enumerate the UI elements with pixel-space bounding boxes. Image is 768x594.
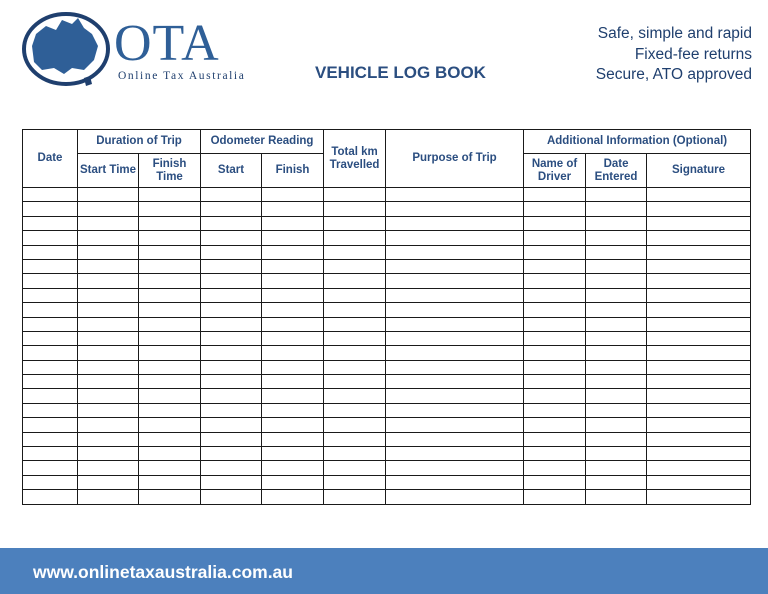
- log-cell[interactable]: [524, 432, 586, 446]
- log-cell[interactable]: [586, 317, 647, 331]
- log-cell[interactable]: [647, 245, 751, 259]
- page-title: VEHICLE LOG BOOK: [315, 63, 486, 82]
- log-cell[interactable]: [262, 188, 324, 202]
- log-cell[interactable]: [23, 317, 78, 331]
- log-cell[interactable]: [647, 418, 751, 432]
- log-cell[interactable]: [647, 274, 751, 288]
- table-row: [23, 418, 751, 432]
- header-date-entered: Date Entered: [586, 154, 647, 188]
- log-cell[interactable]: [78, 375, 139, 389]
- log-cell[interactable]: [647, 288, 751, 302]
- log-cell[interactable]: [201, 317, 262, 331]
- log-cell[interactable]: [386, 202, 524, 216]
- log-cell[interactable]: [78, 317, 139, 331]
- log-cell[interactable]: [23, 432, 78, 446]
- log-cell[interactable]: [78, 389, 139, 403]
- log-cell[interactable]: [23, 216, 78, 230]
- log-cell[interactable]: [647, 216, 751, 230]
- log-cell[interactable]: [586, 202, 647, 216]
- log-cell[interactable]: [647, 490, 751, 504]
- log-cell[interactable]: [324, 274, 386, 288]
- log-cell[interactable]: [262, 259, 324, 273]
- log-cell[interactable]: [139, 303, 201, 317]
- log-cell[interactable]: [386, 231, 524, 245]
- log-cell[interactable]: [324, 461, 386, 475]
- log-cell[interactable]: [262, 490, 324, 504]
- log-cell[interactable]: [139, 490, 201, 504]
- log-cell[interactable]: [201, 418, 262, 432]
- log-cell[interactable]: [23, 475, 78, 489]
- log-cell[interactable]: [524, 375, 586, 389]
- log-cell[interactable]: [386, 346, 524, 360]
- log-cell[interactable]: [586, 303, 647, 317]
- log-cell[interactable]: [139, 346, 201, 360]
- log-cell[interactable]: [201, 288, 262, 302]
- log-cell[interactable]: [139, 389, 201, 403]
- log-cell[interactable]: [586, 461, 647, 475]
- log-cell[interactable]: [201, 490, 262, 504]
- table-row: [23, 432, 751, 446]
- log-cell[interactable]: [386, 403, 524, 417]
- log-cell[interactable]: [386, 447, 524, 461]
- vehicle-log-table: [22, 129, 751, 505]
- log-cell[interactable]: [324, 490, 386, 504]
- log-cell[interactable]: [386, 188, 524, 202]
- table-row: [23, 475, 751, 489]
- log-cell[interactable]: [524, 317, 586, 331]
- log-cell[interactable]: [23, 375, 78, 389]
- log-cell[interactable]: [586, 375, 647, 389]
- log-cell[interactable]: [78, 259, 139, 273]
- log-cell[interactable]: [386, 245, 524, 259]
- table-row: [23, 245, 751, 259]
- log-cell[interactable]: [647, 331, 751, 345]
- log-cell[interactable]: [78, 274, 139, 288]
- log-cell[interactable]: [78, 461, 139, 475]
- log-cell[interactable]: [23, 418, 78, 432]
- log-cell[interactable]: [386, 418, 524, 432]
- log-cell[interactable]: [201, 202, 262, 216]
- log-cell[interactable]: [386, 216, 524, 230]
- log-cell[interactable]: [78, 303, 139, 317]
- log-cell[interactable]: [647, 403, 751, 417]
- log-cell[interactable]: [647, 375, 751, 389]
- table-row: [23, 360, 751, 374]
- table-row: [23, 274, 751, 288]
- log-cell[interactable]: [201, 475, 262, 489]
- log-cell[interactable]: [524, 447, 586, 461]
- log-cell[interactable]: [139, 375, 201, 389]
- log-cell[interactable]: [586, 418, 647, 432]
- log-cell[interactable]: [647, 461, 751, 475]
- log-cell[interactable]: [386, 432, 524, 446]
- log-cell[interactable]: [324, 317, 386, 331]
- log-cell[interactable]: [324, 389, 386, 403]
- log-cell[interactable]: [324, 259, 386, 273]
- taglines: [596, 24, 752, 86]
- header-finish-time: Finish Time: [139, 154, 201, 188]
- log-cell[interactable]: [324, 375, 386, 389]
- log-cell[interactable]: [324, 432, 386, 446]
- log-cell[interactable]: [78, 490, 139, 504]
- log-cell[interactable]: [386, 360, 524, 374]
- log-cell[interactable]: [524, 389, 586, 403]
- table-row: [23, 461, 751, 475]
- log-cell[interactable]: [78, 188, 139, 202]
- log-cell[interactable]: [586, 475, 647, 489]
- log-cell[interactable]: [262, 274, 324, 288]
- log-cell[interactable]: [23, 202, 78, 216]
- log-cell[interactable]: [586, 245, 647, 259]
- log-cell[interactable]: [139, 331, 201, 345]
- log-cell[interactable]: [324, 331, 386, 345]
- log-cell[interactable]: [201, 274, 262, 288]
- log-cell[interactable]: [647, 346, 751, 360]
- log-cell[interactable]: [647, 188, 751, 202]
- log-cell[interactable]: [139, 288, 201, 302]
- log-cell[interactable]: [139, 317, 201, 331]
- log-cell[interactable]: [586, 331, 647, 345]
- log-cell[interactable]: [386, 288, 524, 302]
- log-cell[interactable]: [78, 245, 139, 259]
- table-row: [23, 331, 751, 345]
- log-cell[interactable]: [647, 389, 751, 403]
- log-cell[interactable]: [586, 288, 647, 302]
- log-cell[interactable]: [23, 360, 78, 374]
- log-cell[interactable]: [386, 475, 524, 489]
- log-cell[interactable]: [386, 317, 524, 331]
- log-cell[interactable]: [324, 288, 386, 302]
- table-row: [23, 259, 751, 273]
- log-cell[interactable]: [201, 346, 262, 360]
- log-cell[interactable]: [586, 259, 647, 273]
- header-purpose: Purpose of Trip: [386, 130, 524, 188]
- log-cell[interactable]: [78, 346, 139, 360]
- table-row: [23, 403, 751, 417]
- log-cell[interactable]: [139, 461, 201, 475]
- log-cell[interactable]: [139, 447, 201, 461]
- footer-bar: [0, 548, 768, 594]
- log-cell[interactable]: [201, 432, 262, 446]
- log-cell[interactable]: [78, 447, 139, 461]
- log-cell[interactable]: [647, 303, 751, 317]
- table-row: [23, 303, 751, 317]
- header-odometer-finish: Finish: [262, 154, 324, 188]
- log-cell[interactable]: [139, 216, 201, 230]
- log-cell[interactable]: [201, 447, 262, 461]
- australia-map-icon: [22, 12, 114, 90]
- log-cell[interactable]: [201, 259, 262, 273]
- log-cell[interactable]: [78, 418, 139, 432]
- log-cell[interactable]: [23, 259, 78, 273]
- log-cell[interactable]: [324, 346, 386, 360]
- log-cell[interactable]: [139, 188, 201, 202]
- header-odometer: Odometer Reading: [201, 130, 324, 154]
- log-cell[interactable]: [262, 245, 324, 259]
- log-cell[interactable]: [586, 231, 647, 245]
- log-cell[interactable]: [23, 231, 78, 245]
- log-cell[interactable]: [78, 403, 139, 417]
- log-cell[interactable]: [324, 447, 386, 461]
- log-cell[interactable]: [139, 274, 201, 288]
- log-cell[interactable]: [262, 389, 324, 403]
- header-duration: Duration of Trip: [78, 130, 201, 154]
- table-row: [23, 375, 751, 389]
- footer-website-link[interactable]: www.onlinetaxaustralia.com.au: [33, 562, 293, 582]
- log-cell[interactable]: [201, 403, 262, 417]
- log-cell[interactable]: [262, 331, 324, 345]
- log-cell[interactable]: [524, 461, 586, 475]
- log-entries: [23, 188, 751, 505]
- tagline-1: Safe, simple and rapid: [597, 25, 752, 42]
- log-cell[interactable]: [586, 432, 647, 446]
- log-cell[interactable]: [262, 216, 324, 230]
- log-cell[interactable]: [23, 274, 78, 288]
- log-cell[interactable]: [201, 389, 262, 403]
- log-cell[interactable]: [262, 303, 324, 317]
- log-cell[interactable]: [78, 331, 139, 345]
- log-cell[interactable]: [586, 389, 647, 403]
- log-cell[interactable]: [524, 331, 586, 345]
- log-cell[interactable]: [23, 331, 78, 345]
- log-cell[interactable]: [78, 360, 139, 374]
- log-cell[interactable]: [139, 259, 201, 273]
- log-cell[interactable]: [23, 346, 78, 360]
- log-cell[interactable]: [647, 475, 751, 489]
- table-row: [23, 317, 751, 331]
- log-cell[interactable]: [23, 389, 78, 403]
- log-cell[interactable]: [586, 403, 647, 417]
- log-cell[interactable]: [524, 245, 586, 259]
- logo-subtitle: Online Tax Australia: [118, 70, 246, 82]
- header-signature: Signature: [647, 154, 751, 188]
- ota-logo: [22, 12, 277, 90]
- log-cell[interactable]: [586, 447, 647, 461]
- log-cell[interactable]: [262, 418, 324, 432]
- log-cell[interactable]: [262, 461, 324, 475]
- log-cell[interactable]: [262, 231, 324, 245]
- log-cell[interactable]: [23, 188, 78, 202]
- table-row: [23, 202, 751, 216]
- log-cell[interactable]: [324, 475, 386, 489]
- log-cell[interactable]: [386, 259, 524, 273]
- log-cell[interactable]: [324, 202, 386, 216]
- log-cell[interactable]: [524, 303, 586, 317]
- log-cell[interactable]: [201, 461, 262, 475]
- log-cell[interactable]: [139, 418, 201, 432]
- log-cell[interactable]: [647, 202, 751, 216]
- log-cell[interactable]: [586, 216, 647, 230]
- log-cell[interactable]: [262, 317, 324, 331]
- log-cell[interactable]: [586, 490, 647, 504]
- table-row: [23, 288, 751, 302]
- log-cell[interactable]: [324, 231, 386, 245]
- log-cell[interactable]: [524, 259, 586, 273]
- log-cell[interactable]: [23, 303, 78, 317]
- log-cell[interactable]: [647, 447, 751, 461]
- log-cell[interactable]: [262, 403, 324, 417]
- log-cell[interactable]: [524, 288, 586, 302]
- log-cell[interactable]: [139, 403, 201, 417]
- logo-wordmark: OTA: [114, 15, 220, 72]
- table-row: [23, 346, 751, 360]
- log-cell[interactable]: [78, 288, 139, 302]
- log-cell[interactable]: [524, 403, 586, 417]
- log-cell[interactable]: [23, 447, 78, 461]
- log-cell[interactable]: [139, 475, 201, 489]
- log-cell[interactable]: [201, 245, 262, 259]
- log-cell[interactable]: [586, 274, 647, 288]
- log-cell[interactable]: [586, 346, 647, 360]
- log-cell[interactable]: [524, 216, 586, 230]
- log-cell[interactable]: [524, 274, 586, 288]
- log-cell[interactable]: [262, 288, 324, 302]
- header-total-km: Total km Travelled: [324, 130, 386, 188]
- log-cell[interactable]: [262, 346, 324, 360]
- log-cell[interactable]: [524, 188, 586, 202]
- log-cell[interactable]: [524, 490, 586, 504]
- log-cell[interactable]: [262, 202, 324, 216]
- log-cell[interactable]: [139, 245, 201, 259]
- log-cell[interactable]: [324, 245, 386, 259]
- log-cell[interactable]: [586, 188, 647, 202]
- log-cell[interactable]: [524, 346, 586, 360]
- tagline-2: Fixed-fee returns: [634, 45, 752, 63]
- table-row: [23, 389, 751, 403]
- log-cell[interactable]: [201, 360, 262, 374]
- log-cell[interactable]: [386, 274, 524, 288]
- log-cell[interactable]: [201, 231, 262, 245]
- log-cell[interactable]: [201, 216, 262, 230]
- log-cell[interactable]: [324, 418, 386, 432]
- log-cell[interactable]: [139, 432, 201, 446]
- table-row: [23, 216, 751, 230]
- log-cell[interactable]: [386, 303, 524, 317]
- header-start-time: Start Time: [78, 154, 139, 188]
- log-cell[interactable]: [524, 475, 586, 489]
- log-cell[interactable]: [386, 490, 524, 504]
- log-cell[interactable]: [324, 188, 386, 202]
- table-row: [23, 231, 751, 245]
- log-cell[interactable]: [262, 475, 324, 489]
- header-date: Date: [23, 130, 78, 188]
- log-cell[interactable]: [647, 360, 751, 374]
- log-cell[interactable]: [262, 447, 324, 461]
- log-cell[interactable]: [78, 432, 139, 446]
- log-cell[interactable]: [262, 375, 324, 389]
- log-cell[interactable]: [647, 432, 751, 446]
- log-cell[interactable]: [386, 461, 524, 475]
- log-cell[interactable]: [262, 360, 324, 374]
- header-odometer-start: Start: [201, 154, 262, 188]
- log-cell[interactable]: [201, 188, 262, 202]
- log-cell[interactable]: [324, 403, 386, 417]
- tagline-3: Secure, ATO approved: [595, 66, 752, 83]
- log-cell[interactable]: [524, 231, 586, 245]
- log-cell[interactable]: [23, 403, 78, 417]
- header-driver-name: Name of Driver: [524, 154, 586, 188]
- log-cell[interactable]: [524, 202, 586, 216]
- log-cell[interactable]: [524, 360, 586, 374]
- log-cell[interactable]: [386, 375, 524, 389]
- log-cell[interactable]: [647, 317, 751, 331]
- log-cell[interactable]: [78, 231, 139, 245]
- log-cell[interactable]: [78, 216, 139, 230]
- table-row: [23, 447, 751, 461]
- log-cell[interactable]: [647, 259, 751, 273]
- log-cell[interactable]: [647, 231, 751, 245]
- log-cell[interactable]: [386, 331, 524, 345]
- header-additional-info: Additional Information (Optional): [524, 130, 751, 154]
- log-cell[interactable]: [139, 360, 201, 374]
- log-cell[interactable]: [78, 202, 139, 216]
- log-cell[interactable]: [78, 475, 139, 489]
- log-cell[interactable]: [201, 303, 262, 317]
- log-cell[interactable]: [324, 303, 386, 317]
- log-cell[interactable]: [139, 202, 201, 216]
- log-cell[interactable]: [23, 245, 78, 259]
- log-cell[interactable]: [139, 231, 201, 245]
- log-cell[interactable]: [324, 216, 386, 230]
- log-cell[interactable]: [201, 331, 262, 345]
- log-cell[interactable]: [262, 432, 324, 446]
- log-cell[interactable]: [23, 461, 78, 475]
- log-cell[interactable]: [524, 418, 586, 432]
- log-cell[interactable]: [324, 360, 386, 374]
- log-cell[interactable]: [201, 375, 262, 389]
- table-row: [23, 188, 751, 202]
- table-row: [23, 490, 751, 504]
- log-cell[interactable]: [23, 288, 78, 302]
- log-cell[interactable]: [23, 490, 78, 504]
- log-cell[interactable]: [586, 360, 647, 374]
- log-cell[interactable]: [386, 389, 524, 403]
